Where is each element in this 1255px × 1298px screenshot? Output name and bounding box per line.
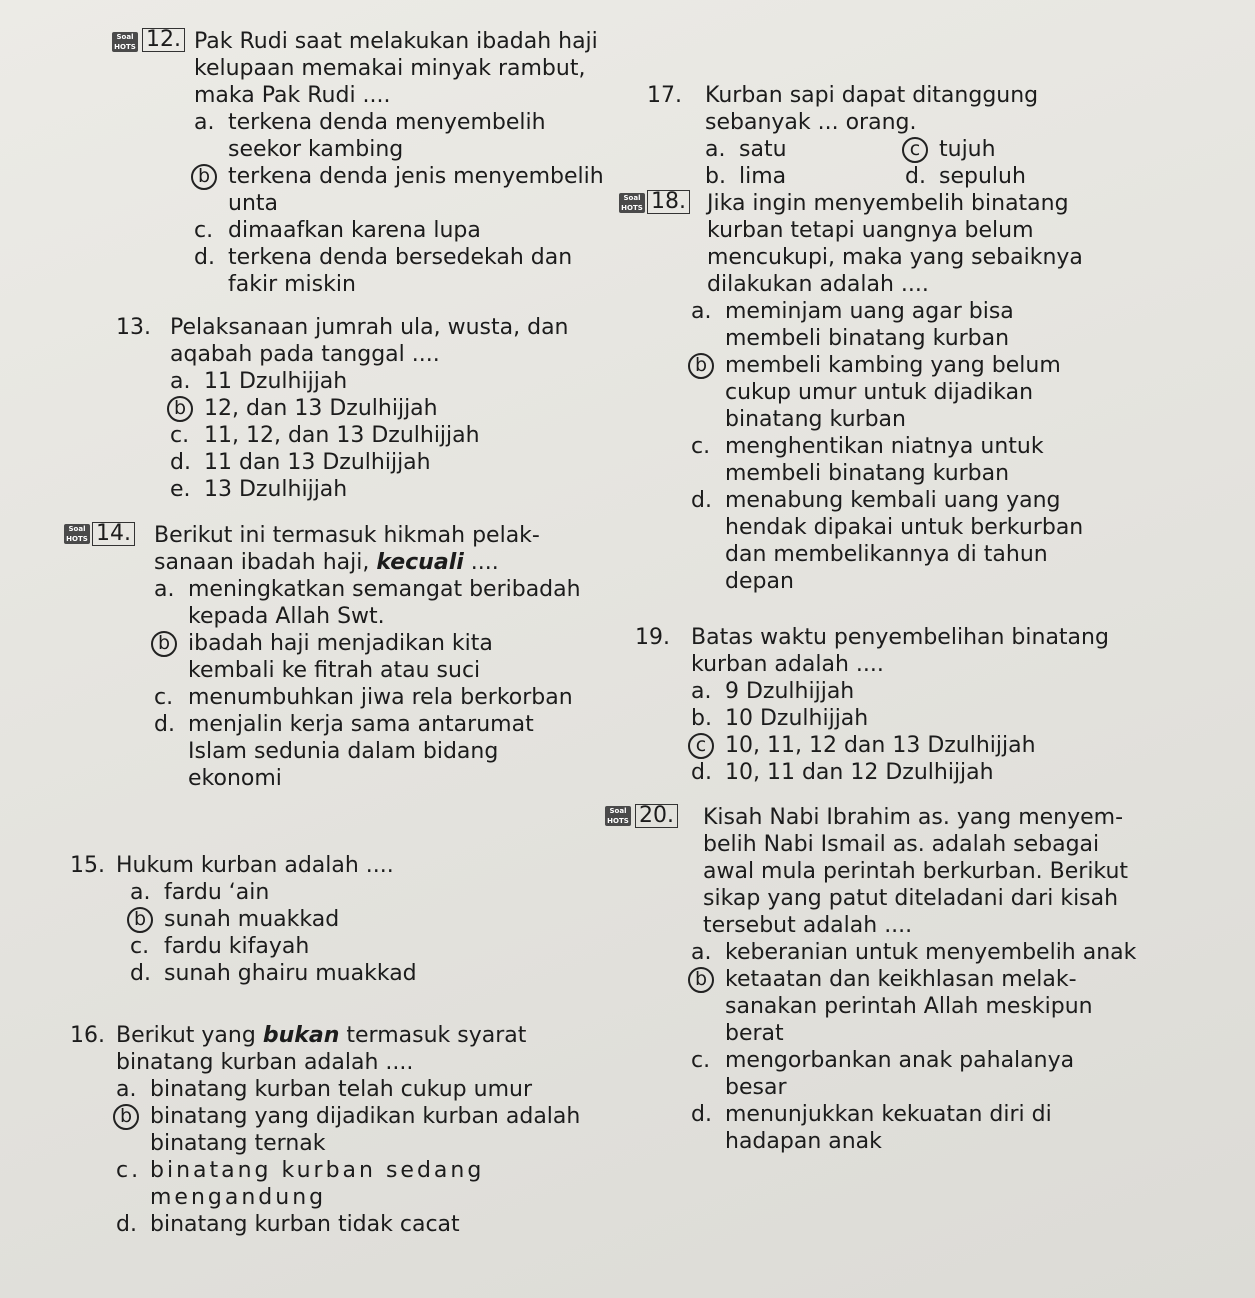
- question-number: 15.: [70, 853, 105, 878]
- option-c: c. fardu kifayah: [130, 934, 310, 959]
- question-stem: Hukum kurban adalah ....: [116, 853, 394, 878]
- question-20: [605, 804, 1145, 1155]
- option-c: c. menghentikan niatnya untuk membeli binatang kurban: [691, 434, 1044, 486]
- option-c: c. 11, 12, dan 13 Dzulhijjah: [170, 423, 480, 448]
- answer-circle: c: [902, 137, 928, 163]
- question-number: 18.: [647, 190, 690, 214]
- option-b: b sunah muakkad: [130, 906, 610, 933]
- question-17: [647, 82, 1107, 190]
- option-d: d. menunjukkan kekuatan diri di hadapan anak: [691, 1102, 1052, 1154]
- question-number: 17.: [647, 83, 682, 108]
- hots-badge: Soal HOTS: [112, 32, 138, 52]
- option-a: a. keberanian untuk menyembelih anak: [691, 940, 1137, 965]
- option-b: b terkena denda jenis menyembelih unta: [194, 163, 624, 217]
- option-d: d. sepuluh: [905, 164, 1026, 189]
- question-stem: Berikut ini termasuk hikmah pelak-sanaan ibadah haji, kecuali ....: [154, 523, 540, 575]
- option-d: d. binatang kurban tidak cacat: [116, 1212, 460, 1237]
- answer-circle: c: [688, 733, 714, 759]
- options-grid: [705, 136, 1107, 190]
- option-d: d. menjalin kerja sama antarumat Islam sedunia dalam bidang ekonomi: [154, 712, 534, 791]
- question-number: 19.: [635, 625, 670, 650]
- question-number: 13.: [116, 315, 151, 340]
- option-c: c. menumbuhkan jiwa rela berkorban: [154, 685, 573, 710]
- question-number: 20.: [635, 804, 678, 828]
- answer-circle: b: [688, 967, 714, 993]
- question-number: 16.: [70, 1023, 105, 1048]
- question-number: 12.: [142, 28, 185, 52]
- question-18: [619, 190, 1099, 595]
- answer-circle: b: [113, 1104, 139, 1130]
- option-a: a. satu: [705, 137, 787, 162]
- option-c: c. mengorbankan anak pahalanya besar: [691, 1048, 1075, 1100]
- option-c: c. dimaafkan karena lupa: [194, 218, 481, 243]
- option-b: b. 10 Dzulhijjah: [691, 706, 869, 731]
- option-d: d. sunah ghairu muakkad: [130, 961, 417, 986]
- option-b: b binatang yang dijadikan kurban adalah binatang ternak: [116, 1103, 586, 1157]
- option-e: e. 13 Dzulhijjah: [170, 477, 348, 502]
- option-b: b ketaatan dan keikhlasan melak-sanakan perintah Allah meskipun berat: [691, 966, 1141, 1047]
- option-a: a. meningkatkan semangat beribadah kepada Allah Swt.: [154, 577, 581, 629]
- question-stem: Pelaksanaan jumrah ula, wusta, dan aqabah pada tanggal ....: [170, 315, 569, 367]
- hots-badge: Soal HOTS: [619, 193, 645, 213]
- option-d: d. menabung kembali uang yang hendak dipakai untuk berkurban dan membelikannya di tahun depan: [691, 488, 1084, 594]
- question-stem: Jika ingin menyembelih binatang kurban tetapi uangnya belum mencukupi, maka yang sebaiknya dilakukan adalah ....: [707, 191, 1083, 297]
- option-d: d. 11 dan 13 Dzulhijjah: [170, 450, 431, 475]
- question-number: 14.: [92, 522, 135, 546]
- option-a: a. meminjam uang agar bisa membeli binatang kurban: [691, 299, 1014, 351]
- option-b: b 12, dan 13 Dzulhijjah: [170, 395, 636, 422]
- question-14: [64, 522, 624, 792]
- option-d: d. 10, 11 dan 12 Dzulhijjah: [691, 760, 994, 785]
- option-a: a. fardu ‘ain: [130, 880, 270, 905]
- question-15: [70, 852, 610, 987]
- option-d: d. terkena denda bersedekah dan fakir miskin: [194, 245, 573, 297]
- option-a: a. terkena denda menyembelih seekor kambing: [194, 110, 546, 162]
- option-c: c. binatang kurban sedang mengandung: [116, 1158, 485, 1210]
- question-stem: Kurban sapi dapat ditanggung sebanyak ... orang.: [705, 83, 1039, 135]
- question-stem: Pak Rudi saat melakukan ibadah haji kelupaan memakai minyak rambut, maka Pak Rudi ....: [194, 29, 598, 108]
- answer-circle: b: [191, 164, 217, 190]
- question-stem: Kisah Nabi Ibrahim as. yang menyem-belih Nabi Ismail as. adalah sebagai awal mula perintah berkurban. Berikut sikap yang patut diteladani dari kisah tersebut adalah ....: [703, 805, 1129, 938]
- answer-circle: b: [688, 353, 714, 379]
- option-c: c tujuh: [905, 136, 996, 163]
- option-b: b. lima: [705, 164, 787, 189]
- option-b: b membeli kambing yang belum cukup umur untuk dijadikan binatang kurban: [691, 352, 1091, 433]
- question-19: [635, 624, 1115, 786]
- option-a: a. 9 Dzulhijjah: [691, 679, 855, 704]
- hots-badge: Soal HOTS: [605, 806, 631, 826]
- hots-badge: Soal HOTS: [64, 524, 90, 544]
- question-12: [114, 27, 660, 298]
- option-a: a. binatang kurban telah cukup umur: [116, 1077, 533, 1102]
- question-stem: Batas waktu penyembelihan binatang kurban adalah ....: [691, 625, 1109, 677]
- question-stem: Berikut yang bukan termasuk syarat binatang kurban adalah ....: [116, 1023, 527, 1075]
- answer-circle: b: [151, 631, 177, 657]
- option-a: a. 11 Dzulhijjah: [170, 369, 348, 394]
- answer-circle: b: [127, 907, 153, 933]
- question-13: [116, 314, 636, 503]
- option-b: b ibadah haji menjadikan kita kembali ke fitrah atau suci: [154, 630, 584, 684]
- option-c: c 10, 11, 12 dan 13 Dzulhijjah: [691, 732, 1115, 759]
- question-16: [70, 1022, 630, 1238]
- answer-circle: b: [167, 396, 193, 422]
